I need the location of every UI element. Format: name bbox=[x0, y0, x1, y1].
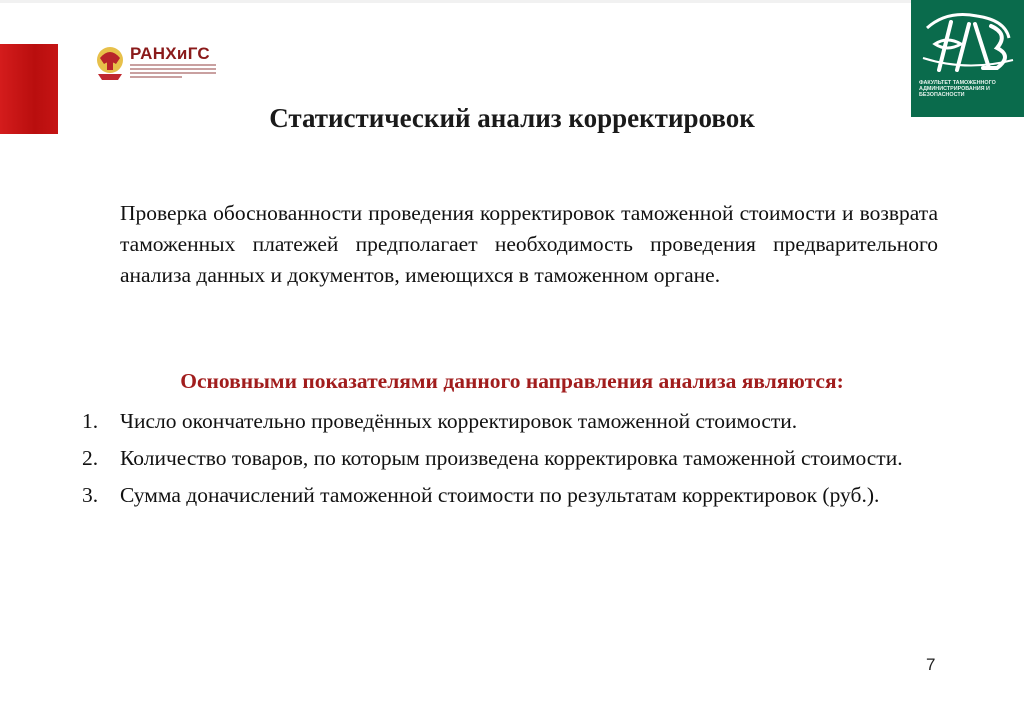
ranepa-subtitle-lines bbox=[130, 64, 216, 80]
indicators-list bbox=[82, 406, 939, 517]
list-item bbox=[82, 406, 939, 437]
list-item-number: 3. bbox=[82, 483, 99, 507]
faculty-caption: ФАКУЛЬТЕТ ТАМОЖЕННОГО АДМИНИСТРИРОВАНИЯ И БЕЗОПАСНОСТИ bbox=[919, 80, 996, 99]
list-item-text: Число окончательно проведённых корректировок таможенной стоимости. bbox=[120, 409, 798, 433]
eagle-emblem-icon bbox=[94, 42, 126, 82]
list-item-text: Количество товаров, по которым произведена корректировка таможенной стоимости. bbox=[120, 446, 903, 470]
page-number: 7 bbox=[926, 655, 936, 674]
slide-title: Статистический анализ корректировок bbox=[269, 103, 755, 133]
ranepa-wordmark: РАНХиГС bbox=[130, 44, 210, 63]
list-item-number: 1. bbox=[82, 409, 99, 433]
intro-paragraph bbox=[120, 198, 938, 291]
indicators-heading: Основными показателями данного направления анализа являются: bbox=[180, 369, 844, 393]
list-item bbox=[82, 480, 939, 511]
list-item-number: 2. bbox=[82, 446, 99, 470]
ranepa-logo bbox=[94, 42, 244, 86]
faculty-logo bbox=[911, 0, 1024, 117]
top-rule bbox=[0, 0, 1024, 3]
intro-paragraph-text: Проверка обоснованности проведения корректировок таможенной стоимости и возврата таможенных платежей предполагает необходимость проведения предварительного анализа данных и документов, имеющихся в таможенном органе. bbox=[120, 201, 938, 287]
list-item bbox=[82, 443, 939, 474]
list-item-text: Сумма доначислений таможенной стоимости по результатам корректировок (руб.). bbox=[120, 483, 880, 507]
ftab-monogram-icon bbox=[917, 8, 1017, 78]
